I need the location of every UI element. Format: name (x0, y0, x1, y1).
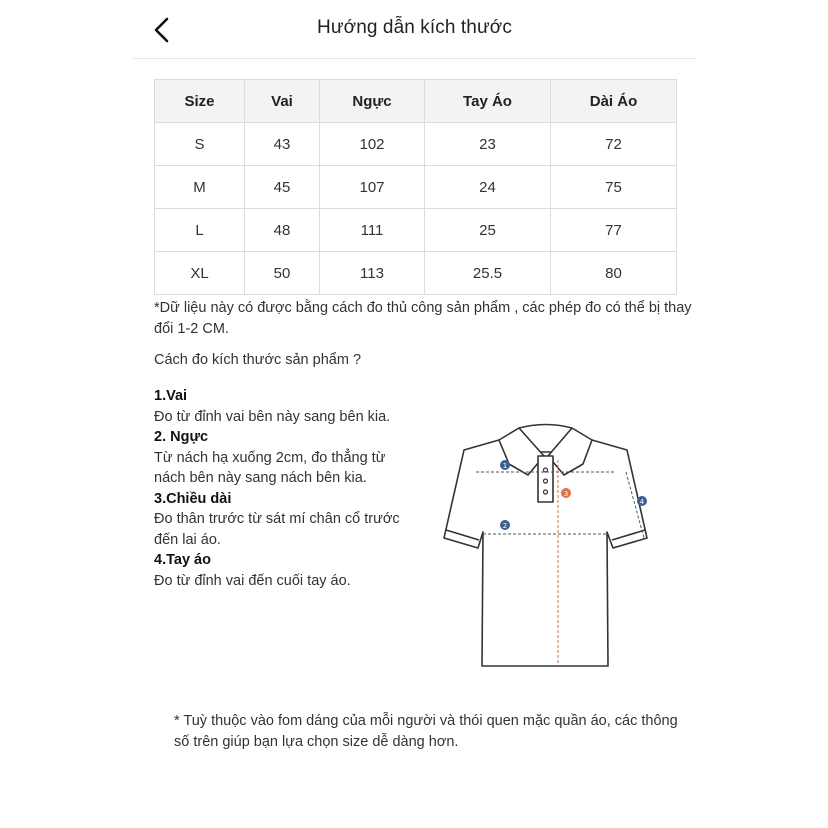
table-cell: 111 (320, 209, 425, 252)
table-cell: 113 (320, 252, 425, 295)
column-header: Ngực (320, 80, 425, 123)
table-cell: 102 (320, 123, 425, 166)
shirt-outline (444, 425, 647, 667)
svg-text:4: 4 (639, 498, 645, 506)
marker-1 (500, 460, 510, 470)
table-cell: 24 (425, 166, 551, 209)
step-text: Đo thân trước từ sát mí chân cổ trước đến lai áo. (154, 511, 400, 548)
measure-instructions (154, 386, 409, 591)
step-text: Đo từ đỉnh vai bên này sang bên kia. (154, 408, 391, 425)
step-text: Từ nách hạ xuống 2cm, đo thẳng từ nách bên này sang nách bên kia. (154, 449, 386, 486)
table-cell: 107 (320, 166, 425, 209)
svg-text:2: 2 (502, 522, 508, 530)
table-cell: XL (155, 252, 245, 295)
table-cell: 23 (425, 123, 551, 166)
table-row (155, 123, 677, 166)
column-header: Size (155, 80, 245, 123)
step-text: Đo từ đỉnh vai đến cuối tay áo. (154, 572, 351, 589)
footer-note: * Tuỳ thuộc vào fom dáng của mỗi người và thói quen mặc quần áo, các thông số trên giúp bạn lựa chọn size dễ dàng hơn. (174, 713, 678, 750)
table-row (155, 209, 677, 252)
column-header: Tay Áo (425, 80, 551, 123)
how-to-measure-title: Cách đo kích thước sản phẩm ? (154, 352, 362, 368)
table-cell: 50 (245, 252, 320, 295)
header-bar (133, 0, 696, 59)
table-cell: 77 (551, 209, 677, 252)
svg-text:1: 1 (502, 462, 508, 470)
marker-3 (561, 488, 571, 498)
marker-2 (500, 520, 510, 530)
column-header: Vai (245, 80, 320, 123)
size-table (154, 79, 677, 295)
page-title: Hướng dẫn kích thước (317, 17, 512, 38)
step-heading: 2. Ngực (154, 429, 209, 445)
table-cell: 25 (425, 209, 551, 252)
table-header-row (155, 80, 677, 123)
table-cell: 45 (245, 166, 320, 209)
table-cell: 75 (551, 166, 677, 209)
table-cell: 43 (245, 123, 320, 166)
svg-text:3: 3 (563, 490, 569, 498)
table-cell: 48 (245, 209, 320, 252)
table-row (155, 166, 677, 209)
table-cell: 80 (551, 252, 677, 295)
table-cell: S (155, 123, 245, 166)
step-heading: 4.Tay áo (154, 552, 211, 568)
table-cell: L (155, 209, 245, 252)
measurement-note: *Dữ liệu này có được bằng cách đo thủ công sản phẩm , các phép đo có thể bị thay đổi 1-2 CM. (154, 300, 692, 337)
step-heading: 3.Chiều dài (154, 490, 232, 507)
column-header: Dài Áo (551, 80, 677, 123)
table-row (155, 252, 677, 295)
table-cell: 25.5 (425, 252, 551, 295)
polo-shirt-diagram (436, 420, 656, 670)
marker-4 (637, 496, 647, 506)
table-cell: M (155, 166, 245, 209)
table-cell: 72 (551, 123, 677, 166)
step-heading: 1.Vai (154, 388, 188, 404)
